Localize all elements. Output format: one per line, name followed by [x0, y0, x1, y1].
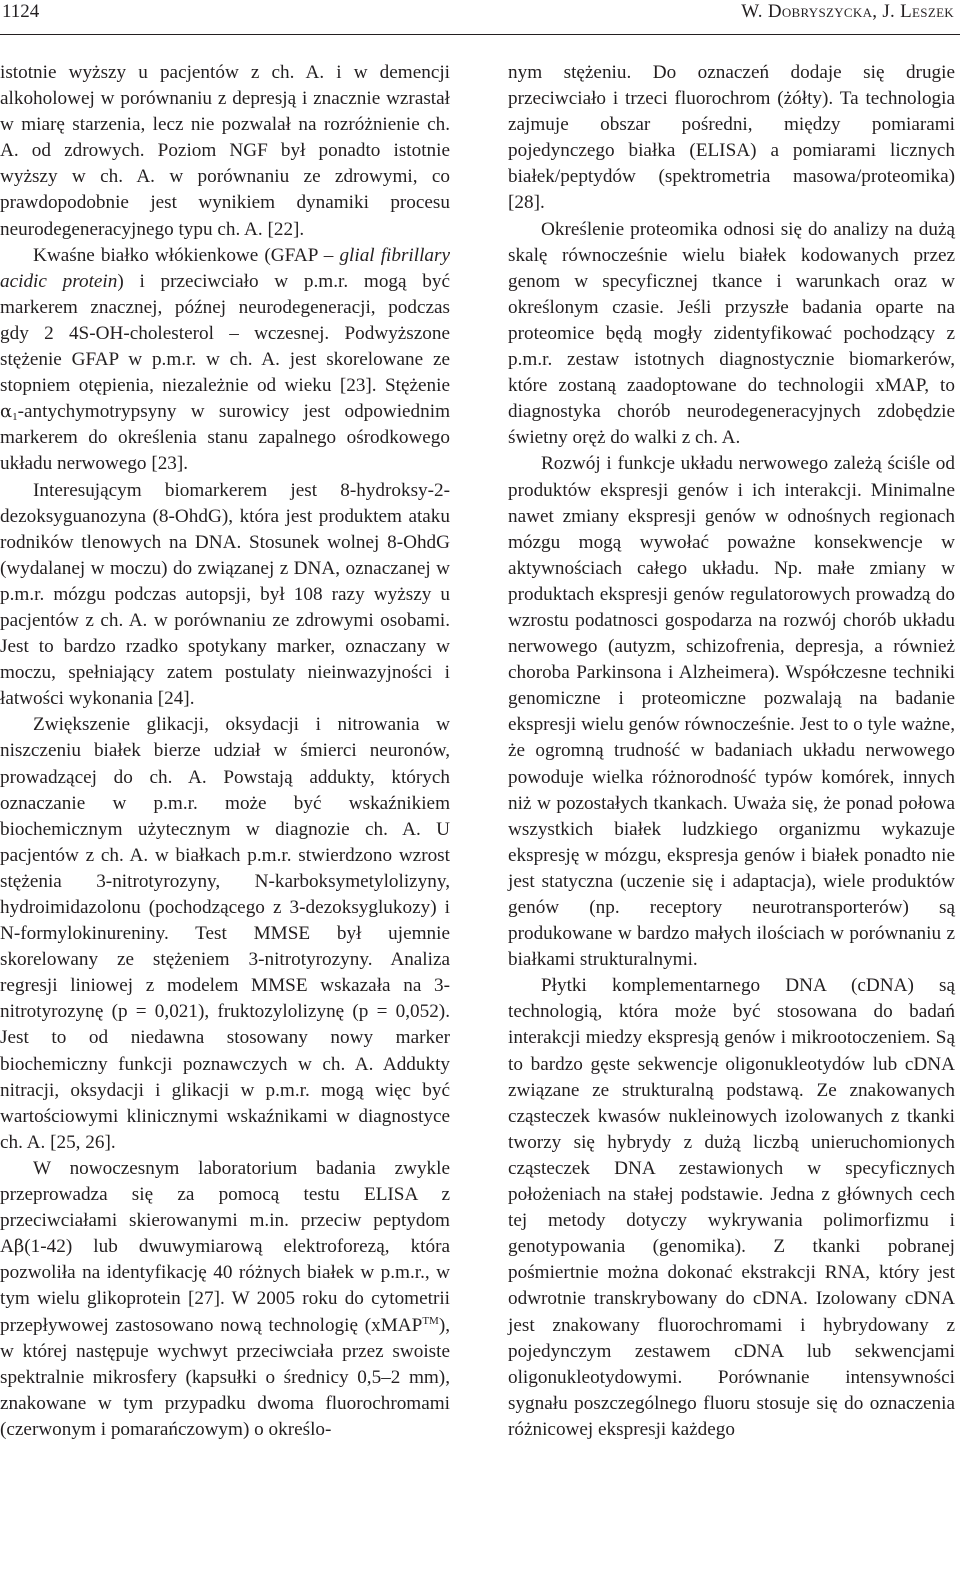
page-header [0, 0, 960, 35]
paragraph [0, 1156, 450, 1443]
term-italic: glial fibrillary acidic protein [0, 244, 450, 292]
paragraph: Interesującym biomarkerem jest 8-hydroksy-2-dezoksyguanozyna (8-OhdG), która jest produktem ataku rodników tlenowych na DNA. Stosunek wolnej 8-OhdG (wydalanej w moczu) do związanej z DNA, oznaczanej w p.m.r. mózgu podczas autopsji, był 108 razy wyższy u pacjentów z ch. A. w porównaniu ze zdrowymi osobami. Jest to bardzo rzadko spotykany marker, oznaczany w moczu, spełniający zatem postulaty nieinwazyjności i łatwości wykonania [24]. [0, 479, 450, 710]
trademark-superscript: TM [422, 1314, 439, 1327]
beta-symbol: β [13, 1236, 25, 1258]
right-column [508, 60, 955, 1443]
running-head-authors: W. Dobryszycka, J. Leszek [741, 1, 954, 22]
paragraph-text: Kwaśne białko włókienkowe (GFAP – [33, 244, 340, 266]
paragraph: nym stężeniu. Do oznaczeń dodaje się drugie przeciwciało i trzeci fluorochrom (żółty). Ta technologia zajmuje obszar pośredni, między pomiarami pojedynczego białka (ELISA) a pomiarami licznych białek/peptydów (spektrometria masowa/proteomika) [28]. [508, 62, 955, 214]
paragraph: istotnie wyższy u pacjentów z ch. A. i w demencji alkoholowej w porównaniu z depresją i znacznie wzrastał w miarę starzenia, lecz nie pozwalał na rozróżnienie ch. A. od zdrowych. Poziom NGF był ponadto istotnie wyższy w ch. A. w porównaniu ze zdrowymi, co prawdopodobnie jest wynikiem dynamiki procesu neurodegeneracyjnego typu ch. A. [22]. [0, 62, 450, 240]
paragraph [0, 243, 450, 478]
paragraph: Płytki komplementarnego DNA (cDNA) są technologią, która może być stosowana do badań interakcji miedzy ekspresją genów i mikrootoczeniem. Są to bardzo gęste sekwencje oligonukleotydów lub cDNA związane ze strukturalną podstawą. Ze znakowanych cząsteczek kwasów nukleinowych izolowanych z tkanki tworzy się hybrydy z dużą liczbą unieruchomionych cząsteczek DNA zestawionych w specyficznych położeniach na stałej podstawie. Jedna z głównych cech tej metody dotyczy wykrywania polimorfizmu i genotypowania (genomika). Z tkanki pobranej pośmiertnie można dokonać ekstrakcji RNA, który jest odwrotnie transkrybowany do cDNA. Izolowany cDNA jest znakowany fluorochromami i hybrydowany z pojedynczym zestawem cDNA lub sekwencjami oligonukleotydowymi. Porównanie intensywności sygnału poszczególnego fluoru stosuje się do oznaczenia różnicowej ekspresji każdego [508, 975, 955, 1440]
paragraph-text: ) i przeciwciało w p.m.r. mogą być markerem znacznej, późnej neurodegeneracji, podczas gdy 2 4S-OH-cholesterol – wczesnej. Podwyższone stężenie GFAP w p.m.r. w ch. A. jest skorelowane ze stopniem otępienia, niezależnie od wieku [23]. Stężenie [0, 270, 450, 397]
subscript: 1 [12, 411, 18, 424]
paragraph: Zwiększenie glikacji, oksydacji i nitrowania w niszczeniu białek bierze udział w śmierci neuronów, prowadzącej do ch. A. Powstają addukty, których oznaczanie w p.m.r. może być wskaźnikiem biochemicznym użytecznym w diagnozie ch. A. U pacjentów z ch. A. w białkach p.m.r. stwierdzono wzrost stężenia 3-nitrotyrozyny, N-karboksymetylolizyny, hydroimidazolonu (pochodzącego z 3-dezoksyglukozy) i N-formylokinureniny. Test MMSE był ujemnie skorelowany ze stężeniem 3-nitrotyrozyny. Analiza regresji liniowej z modelem MMSE wskazała na 3-nitrotyrozynę (p = 0,021), fruktozylolizynę (p = 0,052). Jest to od niedawna stosowany nowy marker biochemiczny funkcji poznawczych w ch. A. Addukty nitracji, oksydacji i glikacji w p.m.r. mogą więc być wartościowymi klinicznymi wskaźnikami w diagnostyce ch. A. [25, 26]. [0, 714, 450, 1153]
paragraph-text: (1-42) lub dwuwymiarową elektroforezą, która pozwoliła na identyfikację 40 różnych białek w p.m.r., w tym wielu glikoprotein [27]. W 2005 roku do cytometrii przepływowej zastosowano nową technologię (xMAP [0, 1236, 450, 1336]
page-number: 1124 [2, 1, 40, 22]
paragraph-text: -antychymotrypsyny w surowicy jest odpowiednim markerem do określenia stanu zapalnego ośrodkowego układu nerwowego [23]. [0, 401, 450, 475]
paragraph: Rozwój i funkcje układu nerwowego zależą ściśle od produktów ekspresji genów i ich interakcji. Minimalne nawet zmiany ekspresji genów w odnośnych regionach mózgu mogą wywołać poważne konsekwencje w aktywnościach całego układu. Np. małe zmiany w produktach ekspresji genów regulatorowych prowadzą do wzrostu podatnosci gospodarza na rozwój chorób układu nerwowego (autyzm, schizofrenia, depresja, a również choroba Parkinsona i Alzheimera). Współczesne techniki genomiczne i proteomiczne pozwalają na badanie ekspresji wielu genów równocześnie. Jest to o tyle ważne, że ogromną trudność w badaniach układu nerwowego powoduje wielka różnorodność typów komórek, innych niż w pozostałych tkankach. Uważa się, że ponad połowa wszystkich białek ludzkiego organizmu wykazuje ekspresję w mózgu, ekspresja genów i białek ponadto nie jest statyczna (uczenie się i adaptacja), wiele produktów genów (np. receptory neurotransporterów) są produkowane w bardzo małych ilościach w porównaniu z białkami strukturalnymi. [508, 453, 955, 971]
alpha-symbol: α [0, 401, 13, 423]
paragraph-text: ), w której następuje wychwyt przeciwciała przez swoiste spektralnie mikrosfery (kapsułki o średnicy 0,5–2 mm), znakowane w tym przypadku dwoma fluorochromami (czerwonym i pomarańczowym) o określo- [0, 1314, 450, 1440]
paragraph-text: W nowoczesnym laboratorium badania zwykle przeprowadza się za pomocą testu ELISA z przeciwciałami skierowanymi m.in. przeciw peptydom A [0, 1157, 450, 1258]
paragraph: Określenie proteomika odnosi się do analizy na dużą skalę równocześnie wielu białek kodowanych przez genom w specyficznej tkance i warunkach oraz w określonym czasie. Jeśli przyszłe badania oparte na proteomice będą mogły zidentyfikować pochodzący z p.m.r. zestaw istotnych diagnostycznie biomarkerów, które zostaną zaadoptowane do technologii xMAP, to diagnostyka chorób neurodegeneracyjnych zdobędzie świetny oręż do walki z ch. A. [508, 218, 955, 449]
left-column [0, 60, 450, 1443]
